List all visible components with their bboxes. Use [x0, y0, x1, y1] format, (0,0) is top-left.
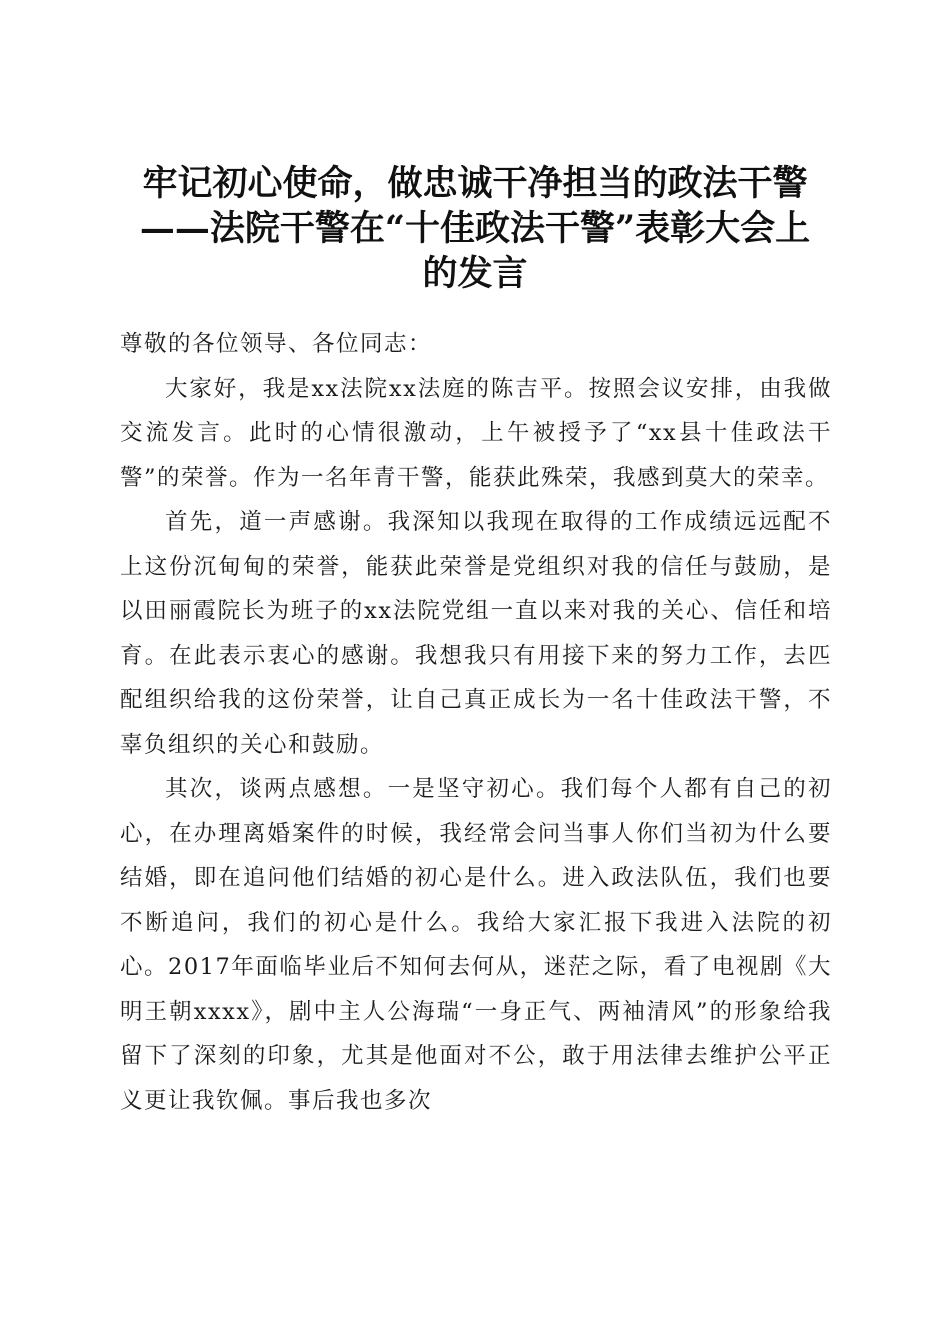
- paragraph-reflections: 其次，谈两点感想。一是坚守初心。我们每个人都有自己的初心，在办理离婚案件的时候，我经常会问当事人你们当初为什么要结婚，即在追问他们结婚的初心是什么。进入政法队伍，我们也要不断追问，我们的初心是什么。我给大家汇报下我进入法院的初心。2017年面临毕业后不知何去何从，迷茫之际，看了电视剧《大明王朝xxxx》，剧中主人公海瑞“一身正气、两袖清风”的形象给我留下了深刻的印象，尤其是他面对不公，敢于用法律去维护公平正义更让我钦佩。事后我也多次: [120, 776, 832, 1114]
- paragraph-greeting: 大家好，我是xx法院xx法庭的陈吉平。按照会议安排，由我做交流发言。此时的心情很激动，上午被授予了“xx县十佳政法干警”的荣誉。作为一名年青干警，能获此殊荣，我感到莫大的荣幸。: [120, 375, 832, 491]
- title-line-3: 的发言: [422, 253, 528, 295]
- salutation: 尊敬的各位领导、各位同志：: [120, 331, 433, 357]
- document-body: [120, 322, 832, 1123]
- paragraph-thanks: 首先，道一声感谢。我深知以我现在取得的工作成绩远远配不上这份沉甸甸的荣誉，能获此荣誉是党组织对我的信任与鼓励，是以田丽霞院长为班子的xx法院党组一直以来对我的关心、信任和培育。在此表示衷心的感谢。我想我只有用接下来的努力工作，去匹配组织给我的这份荣誉，让自己真正成长为一名十佳政法干警，不辜负组织的关心和鼓励。: [120, 509, 832, 758]
- title-line-1: 牢记初心使命，做忠诚干净担当的政法干警: [142, 163, 808, 205]
- title-line-2: ——法院干警在“十佳政法干警”表彰大会上: [139, 208, 811, 250]
- document-title: [110, 161, 840, 296]
